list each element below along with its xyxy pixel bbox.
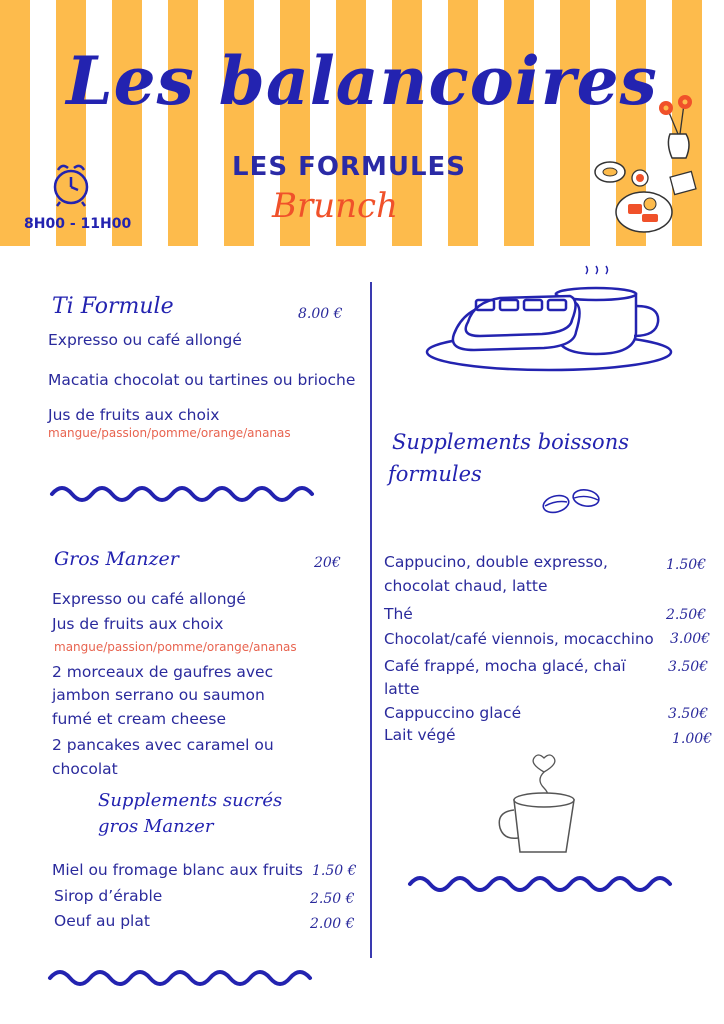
supp-sucres-price: 2.50 € <box>310 891 355 907</box>
gros-manzer-pancakes: 2 pancakes avec caramel ou <box>52 736 274 754</box>
boisson-item: Chocolat/café viennois, mocacchino <box>384 630 654 648</box>
supp-sucres-item: Miel ou fromage blanc aux fruits <box>52 861 304 879</box>
page-subtitle: LES FORMULES <box>232 152 467 182</box>
brand-title: Les balancoires <box>66 42 658 120</box>
supp-sucres-item: Sirop d’érable <box>54 887 163 905</box>
column-divider <box>370 282 372 958</box>
supp-boissons-title: Supplements boissons <box>392 430 629 454</box>
ti-formule-item: Expresso ou café allongé <box>48 331 242 349</box>
supp-boissons-title: formules <box>388 462 482 486</box>
supp-sucres-item: Oeuf au plat <box>54 912 150 930</box>
coffee-cup-icon <box>492 752 582 856</box>
breakfast-plate-icon <box>592 154 702 238</box>
gros-manzer-price: 20€ <box>314 555 341 571</box>
gros-manzer-title: Gros Manzer <box>54 548 179 570</box>
alarm-clock-icon <box>50 160 92 208</box>
coffee-beans-icon <box>540 486 604 518</box>
gros-manzer-gaufres: 2 morceaux de gaufres avec <box>52 663 274 681</box>
wavy-line-icon <box>410 872 672 888</box>
gros-manzer-item: Jus de fruits aux choix <box>52 615 224 633</box>
ti-formule-fruits: mangue/passion/pomme/orange/ananas <box>48 426 291 440</box>
boisson-price: 2.50€ <box>666 607 707 623</box>
boisson-price: 3.00€ <box>670 631 711 647</box>
boisson-item: Cappuccino glacé <box>384 704 522 722</box>
boisson-item: latte <box>384 680 420 698</box>
waffle-coffee-icon <box>424 262 674 374</box>
boisson-price: 1.50€ <box>666 557 707 573</box>
boisson-price: 3.50€ <box>668 706 709 722</box>
ti-formule-item: Jus de fruits aux choix <box>48 406 220 424</box>
boisson-price: 1.00€ <box>672 731 713 747</box>
supp-sucres-price: 1.50 € <box>312 863 357 879</box>
ti-formule-item: Macatia chocolat ou tartines ou brioche <box>48 371 356 389</box>
boisson-item: Thé <box>384 605 413 623</box>
gros-manzer-pancakes: chocolat <box>52 760 118 778</box>
gros-manzer-gaufres: fumé et cream cheese <box>52 710 227 728</box>
boisson-item: Lait végé <box>384 726 456 744</box>
boisson-price: 3.50€ <box>668 659 709 675</box>
wavy-line-icon <box>52 482 314 498</box>
boisson-item: Café frappé, mocha glacé, chaï <box>384 657 626 675</box>
brunch-tagline: Brunch <box>272 186 398 226</box>
ti-formule-price: 8.00 € <box>298 306 343 322</box>
gros-manzer-item: Expresso ou café allongé <box>52 590 246 608</box>
ti-formule-title: Ti Formule <box>52 294 174 319</box>
supp-sucres-title: Supplements sucrés <box>98 790 283 811</box>
gros-manzer-fruits: mangue/passion/pomme/orange/ananas <box>54 640 297 654</box>
boisson-item: chocolat chaud, latte <box>384 577 548 595</box>
supp-sucres-title: gros Manzer <box>98 816 214 837</box>
gros-manzer-gaufres: jambon serrano ou saumon <box>52 686 265 704</box>
opening-hours: 8H00 - 11H00 <box>24 216 132 232</box>
boisson-item: Cappucino, double expresso, <box>384 553 608 571</box>
supp-sucres-price: 2.00 € <box>310 916 355 932</box>
wavy-line-icon <box>50 966 312 982</box>
